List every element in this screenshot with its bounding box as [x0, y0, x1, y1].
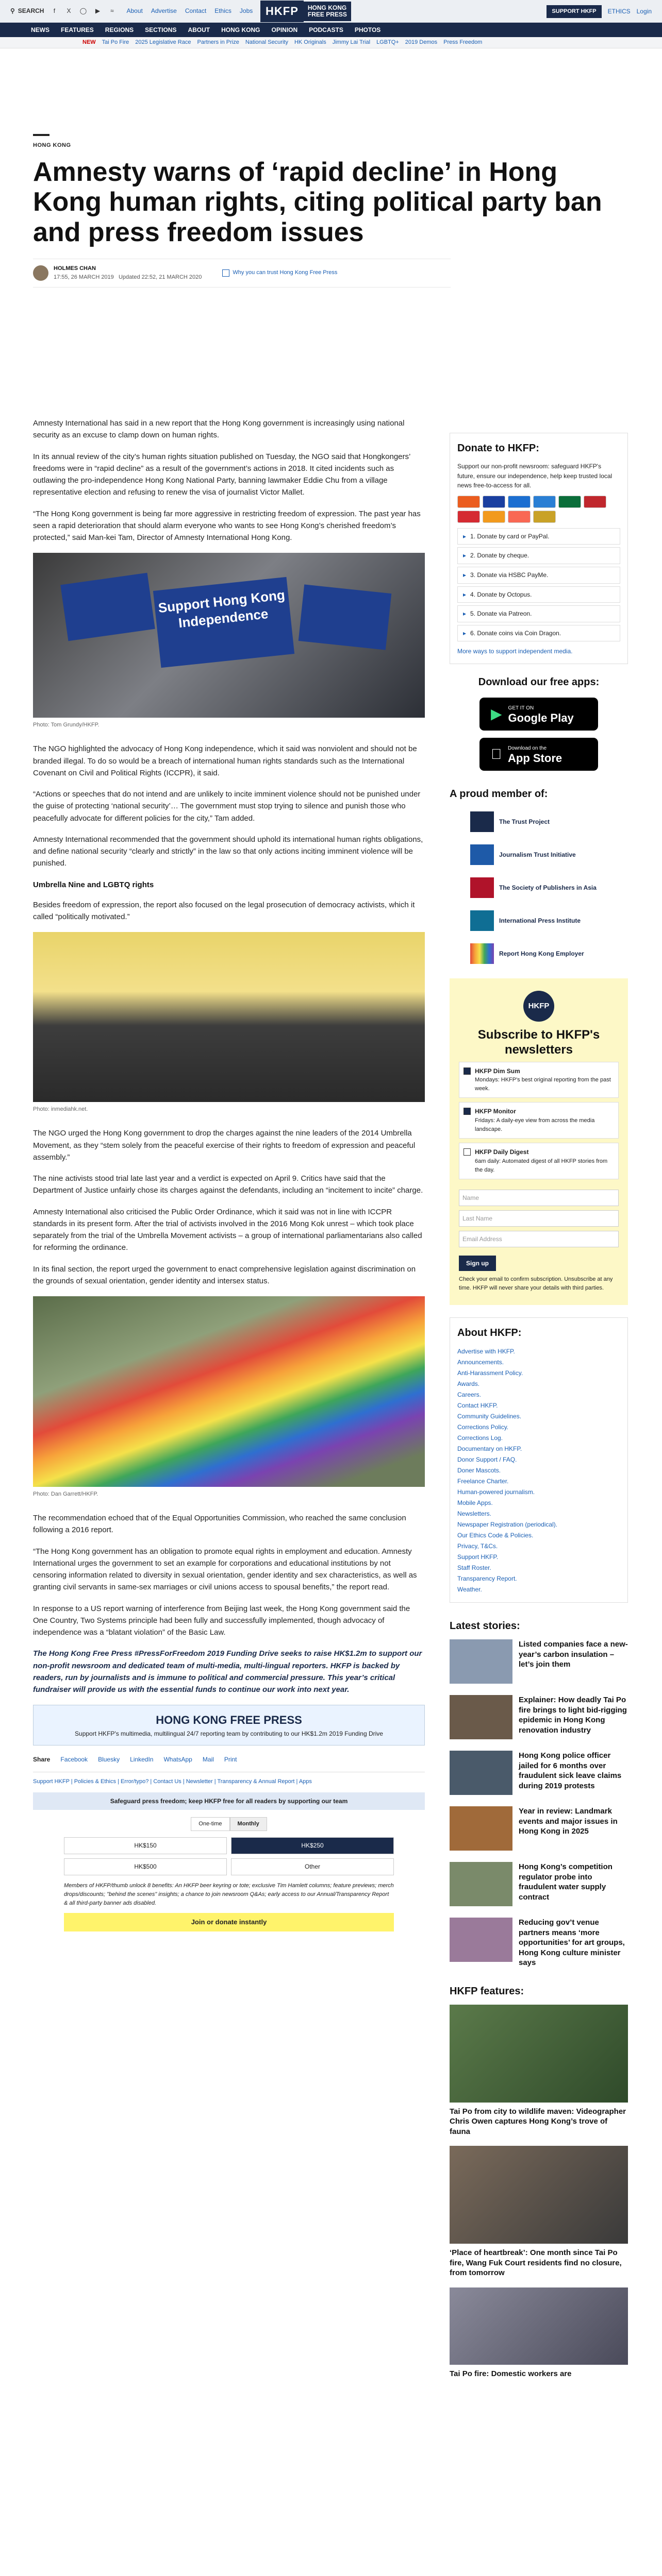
facebook-icon[interactable]: f: [53, 7, 56, 15]
top-link-advertise[interactable]: Advertise: [151, 7, 177, 15]
about-link[interactable]: Newspaper Registration (periodical).: [457, 1521, 558, 1529]
checkbox-icon[interactable]: [464, 1108, 471, 1115]
article-header: [33, 134, 629, 287]
donate-text[interactable]: Support our non-profit newsroom: safeguard HKFP's future, ensure our independence, help keep trusted local news free-to-access for all.: [457, 463, 613, 489]
paragraph: “The Hong Kong government is being far more aggressive in restricting freedom of expression. The past year has seen a rapid deterioration that should alarm everyone who wants to see Hong Kong’s cherished freedom’s protected,” said Man-kei Tam, Director of Amnesty International Hong Kong.: [33, 509, 421, 542]
share-bar: [33, 1755, 425, 1765]
chevron-right-icon: ▸: [463, 571, 467, 579]
byline: [33, 259, 451, 287]
paragraph: Amnesty International has said in a new report that the Hong Kong government is increasingly using national security as an excuse to clamp down on human rights.: [33, 419, 405, 440]
banner-sign: Support Hong Kong Independence: [153, 577, 294, 668]
about-link[interactable]: Community Guidelines.: [457, 1413, 522, 1420]
subnav-item[interactable]: LGBTQ+: [376, 39, 399, 45]
donate-box: [450, 433, 628, 664]
more-ways-link[interactable]: More ways to support independent media.: [457, 648, 573, 655]
about-link[interactable]: Doner Mascots.: [457, 1467, 501, 1475]
story-item[interactable]: Hong Kong police officer jailed for 6 months over fraudulent sick leave claims during 2019 protests: [450, 1751, 628, 1795]
about-box: [450, 1317, 628, 1603]
membership-benefits: Members of HKFP/thumb unlock 8 benefits: An HKFP beer keyring or tote; exclusive Tim Hamlett columns; feature previews; merch drops/discounts; "behind the scenes" insights; a chance to join newsroom Q&As; early access to our Annual/Transparency Report & all third-party banner ads disabled.: [64, 1882, 394, 1906]
about-link[interactable]: Our Ethics Code & Policies.: [457, 1532, 534, 1539]
image-caption: Photo: Dan Garrett/HKFP.: [33, 1491, 98, 1498]
amount-option[interactable]: Other: [231, 1858, 394, 1875]
banner-sign: [60, 573, 155, 641]
checkbox-icon[interactable]: [464, 1067, 471, 1075]
about-link[interactable]: Mobile Apps.: [457, 1499, 493, 1507]
subnav-item[interactable]: Jimmy Lai Trial: [332, 39, 371, 45]
article-body: [33, 417, 425, 1937]
story-item[interactable]: Hong Kong’s competition regulator probe into fraudulent water supply contract: [450, 1862, 628, 1906]
banner-title: HONG KONG FREE PRESS: [156, 1714, 302, 1727]
about-link[interactable]: Corrections Log.: [457, 1434, 503, 1442]
partner-logo[interactable]: The Society of Publishers in Asia: [470, 873, 628, 902]
payment-logos: [457, 496, 620, 523]
top-link-contact[interactable]: Contact: [185, 7, 207, 15]
banner-sign: [299, 585, 392, 650]
article-title: Amnesty warns of ‘rapid decline’ in Hong Kong human rights, citing political party ban and press freedom issues: [33, 157, 602, 247]
last-name-input[interactable]: Last Name: [459, 1210, 619, 1227]
about-link[interactable]: Awards.: [457, 1380, 480, 1388]
donate-method[interactable]: ▸ 3. Donate via HSBC PayMe.: [457, 567, 620, 584]
image-caption: Photo: inmediahk.net.: [33, 1106, 88, 1113]
x-icon[interactable]: X: [67, 7, 71, 15]
apps-title: Download our free apps:: [478, 676, 600, 688]
subnav-item[interactable]: National Security: [245, 39, 288, 45]
nav-item-features[interactable]: FEATURES: [61, 26, 94, 33]
email-input[interactable]: Email Address: [459, 1231, 619, 1247]
story-thumbnail: [450, 1862, 512, 1906]
logo-text: HONG KONG FREE PRESS: [304, 2, 351, 21]
donate-title: Donate to HKFP:: [457, 443, 539, 454]
paragraph: Amnesty International also criticised the Public Order Ordinance, which it said was not in line with ICCPR standards in its present form. After the trial of activists involved in the 2016 Mong Kok unrest – which took place separately from the trial of the Umbrella Movement activists – a group of international parliamentarians also called for reforming the ordinance.: [33, 1207, 422, 1252]
ethics-link[interactable]: ETHICS: [607, 8, 631, 15]
story-thumbnail: [450, 1918, 512, 1962]
feature-image: [450, 2287, 628, 2365]
publish-dates: 17:55, 26 MARCH 2019 Updated 22:52, 21 MARCH 2020: [54, 274, 202, 280]
about-link[interactable]: Transparency Report.: [457, 1575, 517, 1583]
trust-link[interactable]: Why you can trust Hong Kong Free Press: [222, 268, 337, 277]
instagram-icon[interactable]: ◯: [79, 7, 87, 15]
share-facebook[interactable]: Facebook: [60, 1756, 88, 1764]
nav-item-hong-kong[interactable]: HONG KONG: [221, 26, 260, 33]
about-link[interactable]: Contact HKFP.: [457, 1402, 498, 1410]
rainbow-icon: [470, 943, 494, 964]
first-name-input[interactable]: Name: [459, 1190, 619, 1206]
paragraph: The NGO urged the Hong Kong government to drop the charges against the nine leaders of the 2014 Umbrella Movement, as they “stem solely from the peaceful exercise of their rights to freedom of expression and peaceful assembly.”: [33, 1129, 416, 1162]
google-play-button[interactable]: ▶ GET IT ON Google Play: [479, 698, 598, 731]
about-link[interactable]: Announcements.: [457, 1359, 504, 1366]
feature-item[interactable]: ‘Place of heartbreak’: One month since Tai Po fire, Wang Fuk Court residents find no closure, from tomorrow: [450, 2146, 628, 2278]
checkbox-icon[interactable]: [464, 1148, 471, 1156]
subnav-item[interactable]: HK Originals: [294, 39, 326, 45]
about-link[interactable]: Freelance Charter.: [457, 1478, 509, 1485]
subnav-item[interactable]: 2025 Legislative Race: [135, 39, 191, 45]
nav-item-news[interactable]: NEWS: [31, 26, 49, 33]
article-image-umbrella-group: [33, 932, 425, 1102]
octopus-icon: [483, 511, 505, 523]
sopa-icon: [470, 877, 494, 898]
about-link[interactable]: Donor Support / FAQ.: [457, 1456, 517, 1464]
proud-member-title: A proud member of:: [450, 788, 548, 800]
share-linkedin[interactable]: LinkedIn: [130, 1756, 154, 1764]
about-link[interactable]: Newsletters.: [457, 1510, 492, 1518]
payme-icon: [457, 511, 480, 523]
rss-icon[interactable]: ≈: [110, 7, 114, 15]
article-image-protest-banner: [33, 553, 425, 718]
donate-method[interactable]: ▸ 5. Donate via Patreon.: [457, 605, 620, 622]
ipi-icon: [470, 910, 494, 931]
section-heading: Umbrella Nine and LGBTQ rights: [33, 880, 154, 889]
story-item[interactable]: Listed companies face a new-year’s carbon insulation – let’s join them: [450, 1639, 628, 1684]
banner-subtitle: Support HKFP's multimedia, multilingual 24/7 reporting team by contributing to our HK$1.2m 2019 Funding Drive: [75, 1730, 383, 1738]
paragraph: The nine activists stood trial late last year and a verdict is expected on April 9. Critics have said that the Department of Justice unfairly chose its charges against the defendants, including an “incitement to incite” charge.: [33, 1174, 423, 1195]
top-bar-right: [547, 5, 652, 18]
paragraph: Amnesty International recommended that the government should uphold its international human rights obligations, and define national security “clearly and strictly” in the law so that only actions inciting imminent violence will be punished.: [33, 835, 423, 868]
unionpay-icon: [584, 496, 606, 508]
press-freedom-bar: Safeguard press freedom; keep HKFP free for all readers by supporting our team: [33, 1792, 425, 1810]
trust-project-icon: [470, 811, 494, 832]
top-bar: [0, 0, 662, 23]
about-link[interactable]: Privacy, T&Cs.: [457, 1543, 498, 1550]
amount-option[interactable]: HK$150: [64, 1837, 227, 1854]
partner-logo[interactable]: Journalism Trust Initiative: [470, 840, 628, 869]
story-thumbnail: [450, 1806, 512, 1851]
login-link[interactable]: Login: [636, 8, 652, 15]
chevron-right-icon: ▸: [463, 590, 467, 598]
paypal-icon: [508, 496, 531, 508]
chevron-right-icon: ▸: [463, 552, 467, 560]
author-avatar: [33, 265, 48, 281]
amex-icon: [533, 496, 556, 508]
coin-icon: [533, 511, 556, 523]
logo-mark: HKFP: [260, 1, 304, 22]
share-bluesky[interactable]: Bluesky: [98, 1756, 120, 1764]
about-list: [457, 1346, 620, 1595]
subnav-item[interactable]: 2019 Demos: [405, 39, 438, 45]
amount-option[interactable]: HK$500: [64, 1858, 227, 1875]
nav-item-about[interactable]: ABOUT: [188, 26, 210, 33]
about-link[interactable]: Support HKFP.: [457, 1553, 499, 1561]
paragraph: “Actions or speeches that do not intend and are unlikely to incite imminent violence should not be punished under the guise of protecting ‘national security’… The government must stop trying to silence and punish those who peacefully advocate for different policies for the city,” Tam added.: [33, 790, 421, 823]
about-link[interactable]: Careers.: [457, 1391, 482, 1399]
new-badge: NEW: [82, 39, 96, 45]
subnav-item[interactable]: Partners in Prize: [197, 39, 239, 45]
join-donate-button[interactable]: Join or donate instantly: [64, 1913, 394, 1931]
paragraph: In response to a US report warning of interference from Beijing last week, the Hong Kong government said the One Country, Two Systems principle had been fully and successfully implemented, though advocacy of independence was a “blatant violation” of the Basic Law.: [33, 1604, 410, 1637]
chevron-right-icon: ▸: [463, 610, 467, 618]
tab-one-time[interactable]: One-time: [191, 1817, 229, 1831]
author-name[interactable]: HOLMES CHAN: [54, 265, 96, 272]
image-caption: Photo: Tom Grundy/HKFP.: [33, 722, 100, 728]
patreon-icon: [508, 511, 531, 523]
hkfp-funding-banner[interactable]: [33, 1705, 425, 1745]
jti-icon: [470, 844, 494, 865]
share-print[interactable]: Print: [224, 1756, 237, 1764]
top-bar-left: [10, 6, 116, 16]
story-item[interactable]: Year in review: Landmark events and major issues in Hong Kong in 2025: [450, 1806, 628, 1851]
category-label[interactable]: HONG KONG: [33, 142, 71, 148]
apple-icon: [491, 743, 502, 765]
search-button[interactable]: ⚲ SEARCH: [10, 6, 44, 16]
jcb-icon: [558, 496, 581, 508]
newsletter-option[interactable]: HKFP Monitor Fridays: A daily-eye view from across the media landscape.: [459, 1102, 619, 1139]
visa-icon: [483, 496, 505, 508]
story-item[interactable]: Reducing gov’t venue partners means ‘more opportunities’ for art groups, Hong Kong culture minister says: [450, 1918, 628, 1968]
tab-monthly[interactable]: Monthly: [230, 1817, 267, 1831]
about-link[interactable]: Corrections Policy.: [457, 1423, 509, 1431]
article-image-rainbow-flag: [33, 1296, 425, 1487]
search-icon: ⚲: [10, 7, 15, 15]
nav-item-opinion[interactable]: OPINION: [271, 26, 298, 33]
share-label: Share: [33, 1756, 51, 1764]
donate-method[interactable]: ▸ 4. Donate by Octopus.: [457, 586, 620, 603]
funding-drive-promo: The Hong Kong Free Press #PressForFreedom 2019 Funding Drive seeks to raise HK$1.2m to support our non-profit newsroom and dedicated team of multi-media, multi-lingual reporters. HKFP is backed by readers, run by journalists and is immune to political and commercial pressure. This year’s critical fundraiser will provide us with the essential funds to continue our work into next year.: [33, 1649, 422, 1694]
latest-stories-title: Latest stories:: [450, 1620, 520, 1632]
top-link-jobs[interactable]: Jobs: [239, 7, 253, 15]
top-links: [126, 6, 253, 16]
chevron-right-icon: ▸: [463, 629, 467, 637]
story-thumbnail: [450, 1751, 512, 1795]
donation-frequency-tabs: [33, 1817, 425, 1831]
app-store-button[interactable]: Download on the App Store: [479, 738, 598, 771]
about-link[interactable]: Human-powered journalism.: [457, 1488, 535, 1496]
top-link-ethics[interactable]: Ethics: [214, 7, 231, 15]
feature-image: [450, 2146, 628, 2244]
nav-item-photos[interactable]: PHOTOS: [354, 26, 381, 33]
signup-button[interactable]: Sign up: [459, 1256, 496, 1272]
subnav-item[interactable]: Tai Po Fire: [102, 39, 129, 45]
google-play-icon: ▶: [491, 706, 502, 722]
paragraph: In its final section, the report urged the government to enact comprehensive legislation against discrimination on the grounds of sexual orientation, gender identity and intersex status.: [33, 1264, 416, 1285]
paragraph: Besides freedom of expression, the report also focused on the legal prosecution of democracy activists, which it called “politically motivated.”: [33, 900, 415, 922]
paragraph: In its annual review of the city’s human rights situation published on Tuesday, the NGO said that Hongkongers’ freedoms were in “rapid decline” as a result of the government’s actions in 2018. It cited incidents such as outlawing the pro-independence Hong Kong National Party, banning lawmaker Eddie Chu from a village representative election and refusing to renew the visa of journalist Victor Mallet.: [33, 452, 410, 497]
donate-method[interactable]: ▸ 6. Donate coins via Coin Dragon.: [457, 625, 620, 642]
newsletter-box: [450, 978, 628, 1305]
about-title: About HKFP:: [457, 1327, 522, 1339]
sub-nav: [0, 37, 662, 48]
donate-method[interactable]: ▸ 1. Donate by card or PayPal.: [457, 528, 620, 545]
top-link-about[interactable]: About: [126, 7, 143, 15]
shield-icon: [222, 269, 229, 277]
newsletter-title: Subscribe to HKFP's newsletters: [477, 1027, 600, 1057]
main-nav: [0, 23, 662, 37]
feature-item[interactable]: Tai Po fire: Domestic workers are: [450, 2287, 628, 2379]
hkfp-logo-icon: HKFP: [523, 991, 554, 1022]
about-link[interactable]: Anti-Harassment Policy.: [457, 1369, 523, 1377]
partner-logo[interactable]: Report Hong Kong Employer: [470, 939, 628, 968]
article-footer-links[interactable]: Support HKFP | Policies & Ethics | Error/typo? | Contact Us | Newsletter | Transparency & Annual Report | Apps: [33, 1772, 425, 1786]
support-hkfp-button[interactable]: SUPPORT HKFP: [547, 5, 601, 18]
title-rule: [33, 134, 49, 136]
share-mail[interactable]: Mail: [202, 1756, 214, 1764]
subnav-item[interactable]: Press Freedom: [443, 39, 483, 45]
newsletter-option[interactable]: HKFP Dim Sum Mondays: HKFP's best original reporting from the past week.: [459, 1062, 619, 1098]
nav-item-sections[interactable]: SECTIONS: [145, 26, 177, 33]
partner-logo[interactable]: The Trust Project: [470, 807, 628, 836]
donate-method[interactable]: ▸ 2. Donate by cheque.: [457, 547, 620, 564]
about-link[interactable]: Advertise with HKFP.: [457, 1348, 515, 1355]
nav-item-regions[interactable]: REGIONS: [105, 26, 134, 33]
paragraph: “The Hong Kong government has an obligation to promote equal rights in employment and education. Amnesty International urges the government to set an example for corporations and educational institutions by not censoring information related to diversity in sexual orientation, gender identity and sex characteristics, as well as granting civil servants in same-sex marriages or civil unions access to spousal benefits,” the report read.: [33, 1547, 417, 1592]
feature-image: [450, 2005, 628, 2103]
about-link[interactable]: Documentary on HKFP.: [457, 1445, 522, 1453]
site-logo[interactable]: [260, 1, 390, 22]
feature-item[interactable]: Tai Po from city to wildlife maven: Videographer Chris Owen captures Hong Kong’s trove of fauna: [450, 2005, 628, 2137]
partner-logo[interactable]: International Press Institute: [470, 906, 628, 935]
features-title: HKFP features:: [450, 1985, 524, 1997]
newsletter-note: Check your email to confirm subscription. Unsubscribe at any time. HKFP will never share your details with third parties.: [459, 1276, 613, 1292]
mastercard-icon: [457, 496, 480, 508]
sidebar: [450, 433, 628, 2388]
about-link[interactable]: Staff Roster.: [457, 1564, 491, 1572]
story-thumbnail: [450, 1639, 512, 1684]
paragraph: The recommendation echoed that of the Equal Opportunities Commission, who reached the same conclusion following a 2016 report.: [33, 1514, 406, 1535]
story-item[interactable]: Explainer: How deadly Tai Po fire brings to light bid-rigging epidemic in Hong Kong renovation industry: [450, 1695, 628, 1739]
donation-amounts: [64, 1837, 394, 1875]
newsletter-option[interactable]: HKFP Daily Digest 6am daily: Automated digest of all HKFP stories from the day.: [459, 1143, 619, 1179]
about-link[interactable]: Weather.: [457, 1586, 482, 1594]
youtube-icon[interactable]: ▶: [95, 7, 101, 15]
share-whatsapp[interactable]: WhatsApp: [163, 1756, 192, 1764]
story-thumbnail: [450, 1695, 512, 1739]
nav-item-podcasts[interactable]: PODCASTS: [309, 26, 343, 33]
paragraph: The NGO highlighted the advocacy of Hong Kong independence, which it said was nonviolent and should not be branded illegal. To do so would be a breach of international human rights standards such as the International Covenant on Civil and Political Rights (ICCPR), it said.: [33, 744, 417, 777]
chevron-right-icon: ▸: [463, 532, 467, 540]
amount-option[interactable]: HK$250: [231, 1837, 394, 1854]
